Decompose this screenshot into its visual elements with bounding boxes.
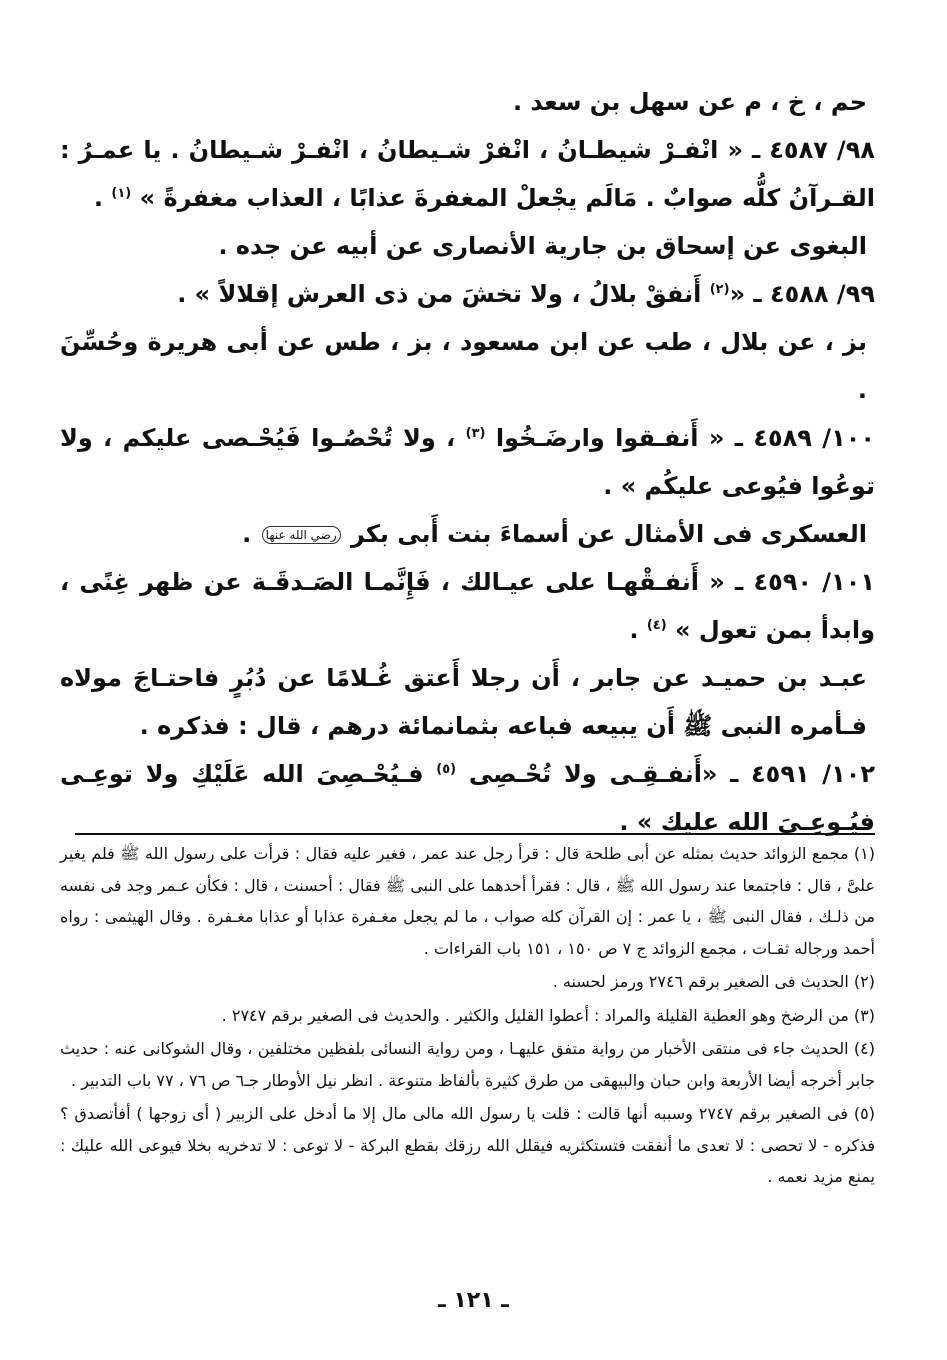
main-text (60, 78, 875, 846)
source-text: بز ، عن بلال ، طب عن ابن مسعود ، بز ، طس عن أبى هريرة وحُسِّنَ . (60, 328, 867, 404)
source-line (60, 222, 875, 270)
hadith-text: ١٠٠/ ٤٥٨٩ ـ « أَنفـقوا وارضَـخُوا (495, 424, 876, 452)
hadith-101 (60, 558, 875, 654)
hadith-end: . (93, 184, 104, 212)
hadith-102 (60, 750, 875, 846)
hadith-text: ١٠٢/ ٤٥٩١ ـ «أَنفـقِـى ولا تُحْـصِى (468, 760, 876, 788)
footnote-ref[interactable]: (٢) (709, 282, 730, 297)
footnote-divider (75, 833, 875, 835)
footnote-ref[interactable]: (١) (111, 186, 132, 201)
page-number: ـ ١٢١ ـ (438, 1288, 509, 1313)
footnote-2: (٢) الحديث فى الصغير برقم ٢٧٤٦ ورمز لحسنه . (552, 972, 875, 991)
source-text: حم ، خ ، م عن سهل بن سعد . (512, 88, 867, 116)
source-text: أَن يبيعه فباعه بثمانمائة درهم ، قال : فذكره . (139, 712, 675, 740)
hadith-98 (60, 126, 875, 222)
footnote-ref[interactable]: (٤) (646, 618, 667, 633)
hadith-end: . (629, 616, 639, 644)
source-line (60, 654, 875, 750)
honorific-glyph: ﷺ (683, 712, 713, 740)
hadith-100 (60, 414, 875, 510)
footnote-5: (٥) فى الصغير برقم ٢٧٤٧ وسببه أنها قالت : قلت يا رسول الله مالى مال إلا ما أدخل على الزبير ( أى زوجها ) أفأتصدق ؟ فذكره - لا تحصى : لا تعدى ما أنفقت فتستكثريه فيقلل الله رزقك بقطع البركة - لا توعى : لا تدخريه بخلا فيوعى الله عليك : يمنع مزيد نعمه . (60, 1104, 876, 1186)
source-text: العسكرى فى الأمثال عن أسماءَ بنت أَبى بكر (351, 520, 867, 548)
source-line (60, 318, 875, 414)
source-text: البغوى عن إسحاق بن جارية الأنصارى عن أبيه عن جده . (218, 232, 867, 260)
hadith-text: فـيُحْـصِىَ الله عَلَيْكِ ولا توعِـى فيُـوعِـىَ الله عليك » . (60, 760, 875, 836)
hadith-text: أَنفقْ بلالُ ، ولا تخشَ من ذى العرش إقلالاً » . (177, 280, 702, 308)
hadith-text: ٩٩/ ٤٥٨٨ ـ « (729, 280, 875, 308)
hadith-text: ، ولا تُحْصُـوا فَيُحْـصى عليكم ، ولا توعُوا فيُوعى عليكُم » . (60, 424, 875, 500)
source-end: . (242, 520, 252, 548)
footnote-ref[interactable]: (٥) (436, 762, 457, 777)
hadith-text: ٩٨/ ٤٥٨٧ ـ « انْفـرْ شيطـانُ ، انْفرْ شـيطانُ ، انْفـرْ شـيطانُ . يا عمـرُ : القـرآنُ كلُّه صوابٌ . مَالَم يجْعلْ المغفرةَ عذابًا ، العذاب مغفرةً » (60, 136, 875, 212)
footnote-3: (٣) من الرضخ وهو العطية القليلة والمراد : أعطوا القليل والكثير . والحديث فى الصغير برقم ٢٧٤٧ . (221, 1005, 875, 1025)
footnote-1: (١) مجمع الزوائد حديث بمثله عن أبى طلحة قال : قرأ رجل عند عمر ، فغير عليه فقال : قرأت على رسول الله ﷺ فلم يغير علىَّ ، قال : فاجتمعا عند رسول الله ﷺ ، قال : فقرأ أحدهما على النبى ﷺ فقال : أحسنت ، قال : فكأن عـمر وجد فى نفسه من ذلـك ، فقال النبى ﷺ ، يا عمر : إن القرآن كله صواب ، ما لم يجعل مغـفرة عذابا أو عذابا مغـفرة . وقال الهيثمى : رواه أحمد ورجاله ثقـات ، مجمع الزوائد ج ٧ ص ١٥٠ ، ١٥١ باب القراءات . (60, 844, 875, 958)
footnote-4: (٤) الحديث جاء فى منتقى الأخبار من رواية متفق عليهـا ، ومن رواية النسائى بلفظين مختلفين ، وقال الشوكانى عنه : حديث جابر أخرجه أيضا الأربعة وابن حبان والبيهقى من طرق كثيرة بألفاظ متنوعة . انظر نيل الأوطار جـ٦ ص ٧٦ ، ٧٧ باب التدبير . (60, 1039, 875, 1090)
source-line (60, 510, 875, 558)
source-text: عبـد بن حميـد عن جابر ، أَن رجلا أَعتق غُـلامًا عن دُبُرٍ فاحتـاجَ مولاه فـأمره النبى (60, 664, 867, 740)
hadith-99 (60, 270, 875, 318)
honorific-glyph: رضي الله عنها (262, 526, 341, 544)
footnote-ref[interactable]: (٣) (465, 426, 486, 441)
hadith-text: ١٠١/ ٤٥٩٠ ـ « أَنفـقْهـا على عيـالك ، فَإِنَّمـا الصَـدقَـة عن ظهر غِنًى ، وابدأ بمن تعول » (60, 568, 875, 644)
footnotes (60, 838, 875, 1195)
source-line (60, 78, 875, 126)
